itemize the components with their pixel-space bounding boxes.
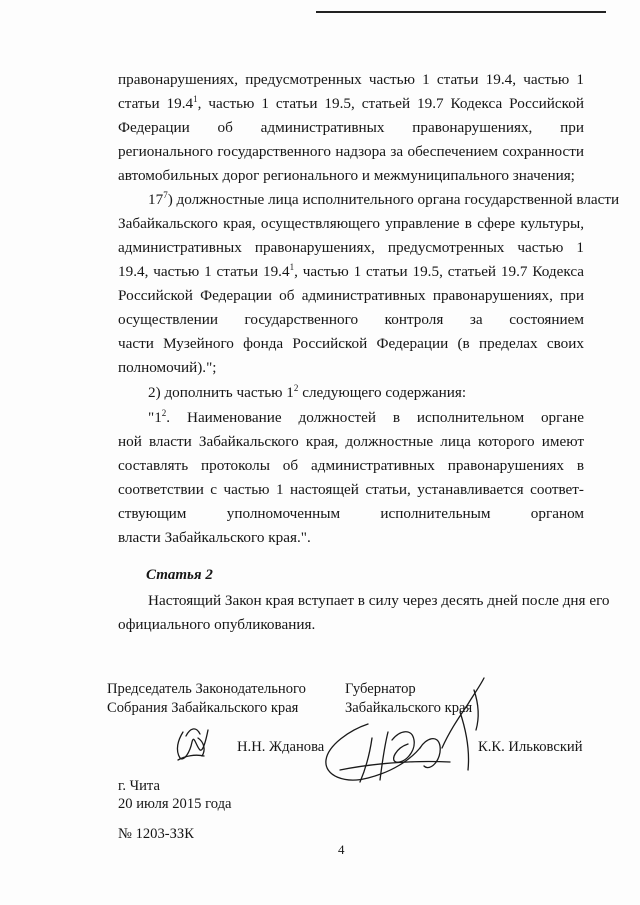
paragraph-2-line-7: части Музейного фонда Российской Федерации (в пределах своих xyxy=(118,335,584,352)
left-title-line-1: Председатель Законодательного xyxy=(107,681,306,697)
paragraph-4-line-5: ствующим уполномоченным исполнительным органом xyxy=(118,505,584,522)
paragraph-1-line-5: автомобильных дорог регионального и межмуниципального значения; xyxy=(118,167,575,184)
paragraph-1-line-3: Федерации об административных правонарушениях, при xyxy=(118,119,584,136)
item-number: 17 xyxy=(148,191,164,208)
paragraph-2-line-8: полномочий)."; xyxy=(118,359,217,376)
paragraph-2-line-2: Забайкальского края, осуществляющего управление в сфере культуры, xyxy=(118,215,584,232)
paragraph-2-line-3: административных правонарушениях, предусмотренных частью 1 xyxy=(118,239,584,256)
paragraph-1-line-2-start: статьи 19.4 xyxy=(118,95,194,112)
paragraph-4-line-2: ной власти Забайкальского края, должностные лица которого имеют xyxy=(118,433,584,450)
left-title-line-2: Собрания Забайкальского края xyxy=(107,700,299,716)
article-2-line-2: официального опубликования. xyxy=(118,616,316,633)
article-2-line-1: Настоящий Закон края вступает в силу через десять дней после дня его xyxy=(148,592,610,609)
right-title-line-1: Губернатор xyxy=(345,681,416,697)
superscript: 7 xyxy=(163,190,168,200)
paragraph-3-text-after: следующего содержания: xyxy=(298,384,467,401)
left-signatory-name: Н.Н. Жданова xyxy=(237,739,325,755)
paragraph-4-line-3: составлять протоколы об административных правонарушениях в xyxy=(118,457,584,474)
paragraph-4-line-1-rest: . Наименование должностей в исполнительном органе xyxy=(166,409,584,426)
page-number: 4 xyxy=(338,842,345,857)
paragraph-4-line-6: власти Забайкальского края.". xyxy=(118,529,311,546)
superscript: 1 xyxy=(289,262,295,272)
superscript: 2 xyxy=(293,383,299,393)
place-and-date xyxy=(118,777,231,813)
paragraph-1-line-2-rest: , частью 1 статьи 19.5, статьей 19.7 Кодекса Российской xyxy=(197,95,584,112)
paragraph-1-line-4: регионального государственного надзора за обеспечением сохранности xyxy=(118,143,584,160)
date: 20 июля 2015 года xyxy=(118,796,232,812)
document-number: № 1203-ЗЗК xyxy=(118,826,194,842)
paragraph-4-line-4: соответствии с частью 1 настоящей статьи, устанавливается соответ- xyxy=(118,481,584,498)
paragraph-2-line-6: осуществлении государственного контроля за состоянием xyxy=(118,311,584,328)
paragraph-2-line-5: Российской Федерации об административных правонарушениях, при xyxy=(118,287,584,304)
right-title-line-2: Забайкальского края xyxy=(345,700,473,716)
city: г. Чита xyxy=(118,778,160,794)
paragraph-3-text-before: 2) дополнить частью 1 xyxy=(148,384,294,401)
paragraph-2-line-1-rest: ) должностные лица исполнительного органа государственной власти xyxy=(167,191,620,208)
paragraph-4-opening: "1 xyxy=(148,409,162,426)
paragraph-2-line-4-rest: , частью 1 статьи 19.5, статьей 19.7 Кодекса xyxy=(294,263,584,280)
superscript: 2 xyxy=(161,408,167,418)
superscript: 1 xyxy=(193,94,198,104)
right-signatory-name: К.К. Ильковский xyxy=(478,739,583,755)
paragraph-1-line-1: правонарушениях, предусмотренных частью 1 статьи 19.4, частью 1 xyxy=(118,71,584,88)
paragraph-2-line-4-start: 19.4, частью 1 статьи 19.4 xyxy=(118,263,290,280)
article-2-title: Статья 2 xyxy=(146,567,213,583)
